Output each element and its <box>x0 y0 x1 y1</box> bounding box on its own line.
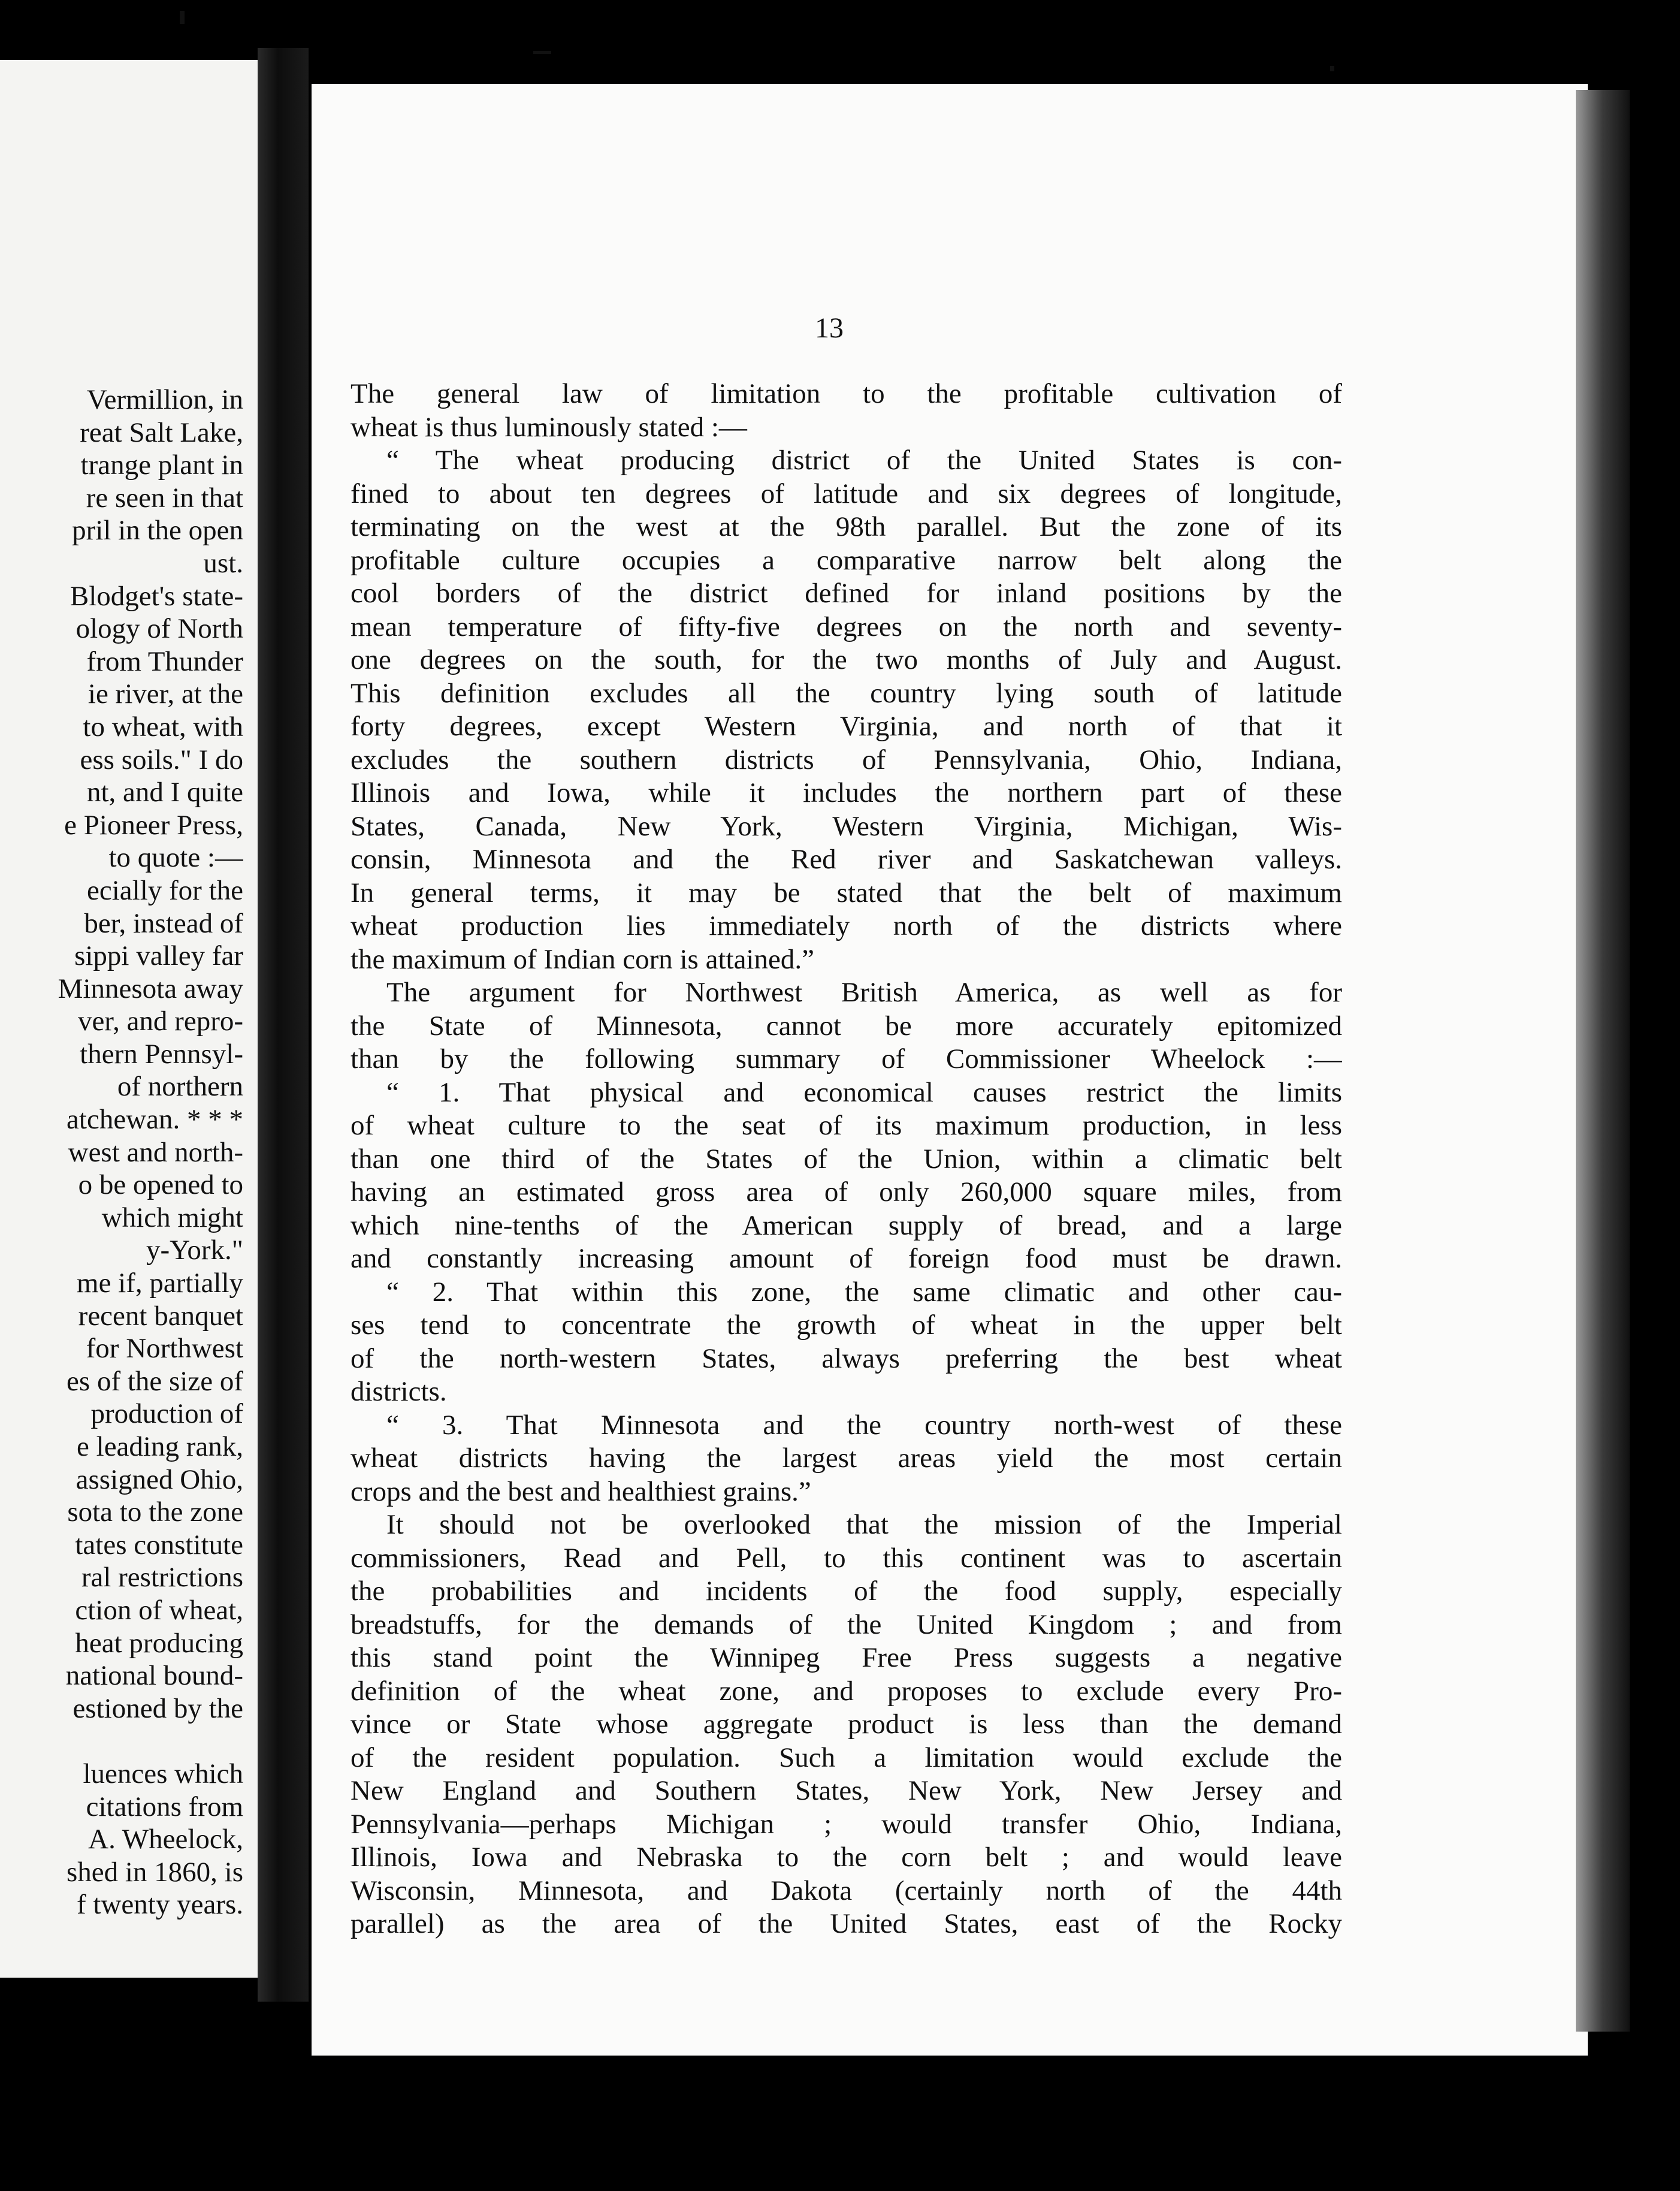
left-page-line: of northern <box>117 1071 243 1103</box>
left-page-line: ology of North <box>75 613 243 645</box>
text-line: parallel) as the area of the United States, east of the Rocky <box>350 1908 1342 1939</box>
text-line: fined to about ten degrees of latitude and six degrees of longitude, <box>350 478 1342 509</box>
left-page-line: estioned by the <box>72 1692 243 1724</box>
scan-speck <box>180 11 185 24</box>
text-line: definition of the wheat zone, and proposes to exclude every Pro- <box>350 1675 1342 1707</box>
text-line: consin, Minnesota and the Red river and Saskatchewan valleys. <box>350 844 1342 875</box>
page-edge-shadow <box>1576 90 1630 2032</box>
scan-speck <box>533 51 551 54</box>
text-line: “ The wheat producing district of the United States is con- <box>386 445 1342 476</box>
text-line: wheat is thus luminously stated :— <box>350 411 747 443</box>
text-line: States, Canada, New York, Western Virginia, Michigan, Wis- <box>350 810 1342 842</box>
left-page-line: to wheat, with <box>83 711 243 743</box>
page-number: 13 <box>815 312 844 344</box>
text-line: In general terms, it may be stated that the belt of maximum <box>350 877 1342 909</box>
left-page-line: ust. <box>203 547 243 579</box>
text-line: Illinois, Iowa and Nebraska to the corn belt ; and would leave <box>350 1842 1342 1873</box>
left-page-line: ess soils." I do <box>80 744 243 775</box>
left-page-line: from Thunder <box>86 645 243 677</box>
left-page-line: ecially for the <box>87 874 243 906</box>
left-page-line: national bound- <box>65 1660 243 1692</box>
left-page-line: trange plant in <box>80 449 243 481</box>
text-line: and constantly increasing amount of foreign food must be drawn. <box>350 1243 1342 1274</box>
text-line: having an estimated gross area of only 260,000 square miles, from <box>350 1176 1342 1208</box>
text-line: This definition excludes all the country lying south of latitude <box>350 677 1342 709</box>
text-line: of the resident population. Such a limitation would exclude the <box>350 1742 1342 1773</box>
text-line: of the north-western States, always preferring the best wheat <box>350 1342 1342 1374</box>
left-page-line: Vermillion, in <box>86 384 243 415</box>
left-page-line: recent banquet <box>78 1300 243 1332</box>
left-page-line: which might <box>101 1202 243 1233</box>
text-line: profitable culture occupies a comparative narrow belt along the <box>350 544 1342 576</box>
text-line: It should not be overlooked that the mission of the Imperial <box>386 1509 1342 1540</box>
text-line: terminating on the west at the 98th parallel. But the zone of its <box>350 511 1342 542</box>
text-line: districts. <box>350 1376 447 1407</box>
text-line: mean temperature of fifty-five degrees on the north and seventy- <box>350 611 1342 642</box>
left-page-line: sota to the zone <box>67 1496 243 1528</box>
text-line: than one third of the States of the Union, within a climatic belt <box>350 1143 1342 1175</box>
text-line: one degrees on the south, for the two months of July and August. <box>350 644 1342 675</box>
left-page-line: re seen in that <box>86 482 243 514</box>
left-page-line: tates constitute <box>75 1529 243 1561</box>
left-page-line: me if, partially <box>77 1267 243 1299</box>
text-line: crops and the best and healthiest grains.” <box>350 1475 811 1507</box>
text-line: this stand point the Winnipeg Free Press suggests a negative <box>350 1642 1342 1673</box>
left-page-line: o be opened to <box>78 1169 243 1201</box>
left-page-line: ber, instead of <box>84 907 243 939</box>
left-page-line: e Pioneer Press, <box>64 809 243 841</box>
left-page-line: es of the size of <box>67 1365 243 1397</box>
left-page-line: citations from <box>86 1791 243 1822</box>
left-page-line: sippi valley far <box>74 940 243 972</box>
left-page-line: ction of wheat, <box>75 1594 243 1626</box>
left-page-line: for Northwest <box>86 1333 243 1365</box>
left-page-line: y-York." <box>146 1235 243 1266</box>
left-page-line: ver, and repro- <box>77 1006 243 1037</box>
left-page-line: luences which <box>83 1758 243 1789</box>
text-line: cool borders of the district defined for inland positions by the <box>350 578 1342 609</box>
body-text <box>350 378 1342 1941</box>
text-line: The general law of limitation to the profitable cultivation of <box>350 378 1342 409</box>
left-page-line: production of <box>90 1398 243 1430</box>
left-page-line: ie river, at the <box>87 678 243 710</box>
text-line: of wheat culture to the seat of its maximum production, in less <box>350 1110 1342 1141</box>
left-page-line: atchewan. * * * <box>67 1104 243 1136</box>
text-line: “ 1. That physical and economical causes restrict the limits <box>386 1076 1342 1108</box>
text-line: “ 3. That Minnesota and the country north-west of these <box>386 1409 1342 1441</box>
left-page-line <box>4 1725 243 1758</box>
left-page-line: pril in the open <box>72 515 243 547</box>
text-line: which nine-tenths of the American supply of bread, and a large <box>350 1209 1342 1241</box>
text-line: Illinois and Iowa, while it includes the northern part of these <box>350 777 1342 808</box>
left-page-line: west and north- <box>68 1136 243 1168</box>
text-line: New England and Southern States, New York, New Jersey and <box>350 1775 1342 1806</box>
text-line: Pennsylvania—perhaps Michigan ; would transfer Ohio, Indiana, <box>350 1808 1342 1840</box>
text-line: vince or State whose aggregate product is less than the demand <box>350 1709 1342 1740</box>
text-line: Wisconsin, Minnesota, and Dakota (certainly north of the 44th <box>350 1875 1342 1906</box>
left-page-line: reat Salt Lake, <box>80 417 243 448</box>
text-line: than by the following summary of Commissioner Wheelock :— <box>350 1043 1342 1075</box>
text-line: “ 2. That within this zone, the same climatic and other cau- <box>386 1276 1342 1308</box>
left-page-text <box>4 384 243 1921</box>
left-page-line: nt, and I quite <box>86 777 243 808</box>
text-line: forty degrees, except Western Virginia, and north of that it <box>350 711 1342 742</box>
book-gutter <box>258 48 309 2002</box>
left-page-line: A. Wheelock, <box>88 1824 243 1855</box>
text-line: wheat districts having the largest areas yield the most certain <box>350 1442 1342 1474</box>
left-page-line: thern Pennsyl- <box>80 1038 243 1070</box>
left-page-line: heat producing <box>75 1627 243 1659</box>
left-page-line: shed in 1860, is <box>66 1856 243 1888</box>
text-line: excludes the southern districts of Pennsylvania, Ohio, Indiana, <box>350 744 1342 775</box>
text-line: ses tend to concentrate the growth of wheat in the upper belt <box>350 1309 1342 1341</box>
scan-speck <box>1330 66 1334 71</box>
text-line: The argument for Northwest British America, as well as for <box>386 977 1342 1008</box>
text-line: the maximum of Indian corn is attained.” <box>350 943 814 975</box>
left-page-line: Blodget's state- <box>70 580 243 612</box>
text-line: commissioners, Read and Pell, to this continent was to ascertain <box>350 1542 1342 1574</box>
left-page-line: assigned Ohio, <box>75 1463 243 1495</box>
left-page-line: f twenty years. <box>77 1889 243 1921</box>
text-line: the State of Minnesota, cannot be more accurately epitomized <box>350 1010 1342 1042</box>
left-page-line: Minnesota away <box>58 973 243 1004</box>
left-page-line: ral restrictions <box>81 1562 243 1594</box>
left-page-line: to quote :— <box>108 842 243 874</box>
text-line: the probabilities and incidents of the food supply, especially <box>350 1576 1342 1607</box>
left-page-line: e leading rank, <box>77 1431 243 1462</box>
text-line: breadstuffs, for the demands of the United Kingdom ; and from <box>350 1608 1342 1640</box>
text-line: wheat production lies immediately north of the districts where <box>350 910 1342 941</box>
